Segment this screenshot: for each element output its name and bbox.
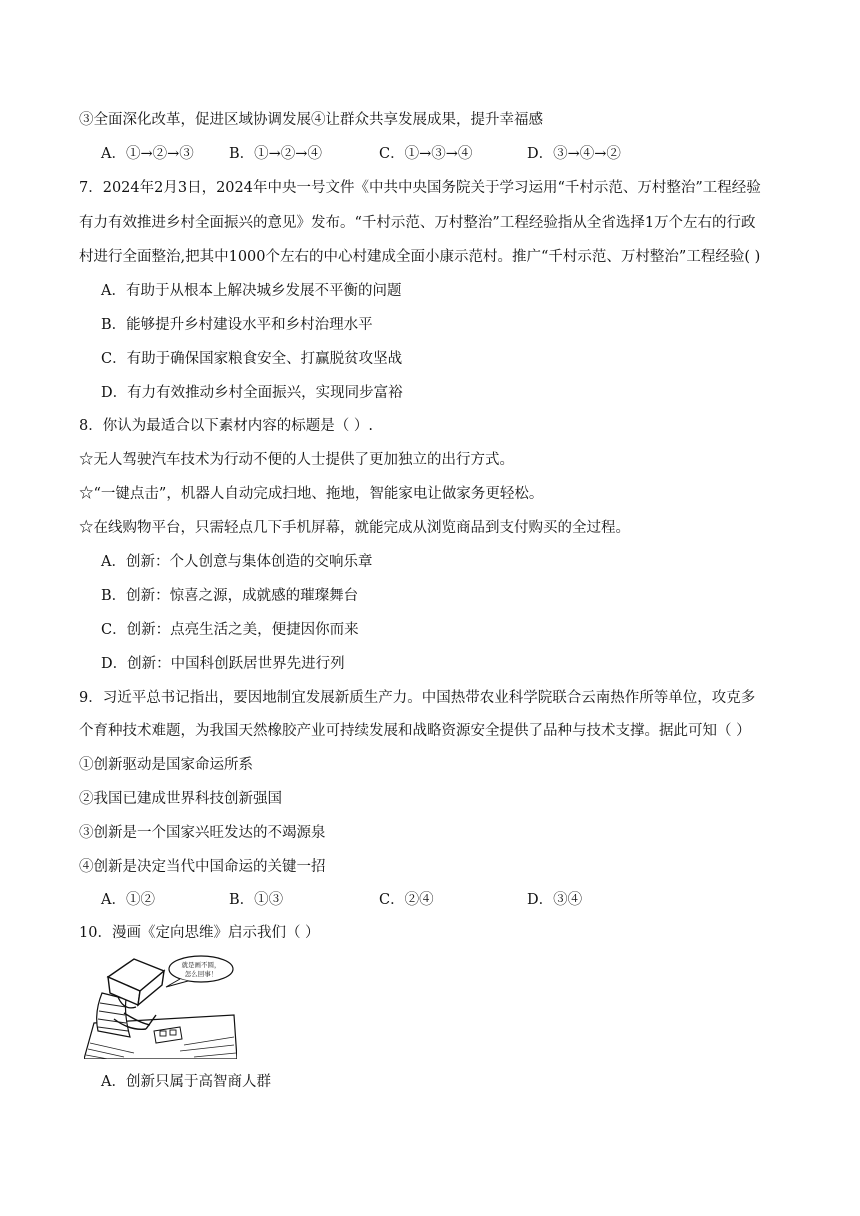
q9-stem-line-2: 个育种技术难题，为我国天然橡胶产业可持续发展和战略资源安全提供了品种与技术支撑。据此可知（ ）	[79, 723, 751, 739]
q9-statement-3: ③创新是一个国家兴旺发达的不竭源泉	[79, 825, 326, 841]
q9-option-d[interactable]: D．③④	[527, 892, 583, 908]
q7-stem-line-1: 7．2024年2月3日，2024年中央一号文件《中共中央国务院关于学习运用“千村示范、万村整治”工程经验	[79, 180, 761, 196]
q9-stem-line-1: 9．习近平总书记指出，要因地制宜发展新质生产力。中国热带农业科学院联合云南热作所等单位，攻克多	[79, 690, 756, 706]
q6-option-d[interactable]: D．③→④→②	[527, 146, 621, 162]
q10-option-a[interactable]: A．创新只属于高智商人群	[101, 1074, 271, 1090]
q6-option-b[interactable]: B．①→②→④	[229, 146, 322, 162]
q8-option-d[interactable]: D．创新：中国科创跃居世界先进行列	[101, 656, 345, 672]
q9-statement-4: ④创新是决定当代中国命运的关键一招	[79, 859, 326, 875]
q8-stem: 8．你认为最适合以下素材内容的标题是（ ）.	[79, 418, 373, 434]
q9-statement-2: ②我国已建成世界科技创新强国	[79, 791, 282, 807]
cartoon-speech-line-2: 怎么回事！	[184, 970, 218, 978]
q8-option-b[interactable]: B．创新：惊喜之源，成就感的璀璨舞台	[101, 588, 359, 604]
q10-cartoon-image	[84, 953, 237, 1059]
q9-option-b[interactable]: B．①③	[229, 892, 284, 908]
q6-option-c[interactable]: C．①→③→④	[379, 146, 473, 162]
q7-option-c[interactable]: C．有助于确保国家粮食安全、打赢脱贫攻坚战	[101, 351, 403, 367]
q10-stem: 10．漫画《定向思维》启示我们（ ）	[79, 925, 320, 941]
q9-option-a[interactable]: A．①②	[101, 892, 155, 908]
q8-material-3: ☆在线购物平台，只需轻点几下手机屏幕，就能完成从浏览商品到支付购买的全过程。	[79, 520, 630, 536]
q9-statement-1: ①创新驱动是国家命运所系	[79, 757, 253, 773]
q6-option-a[interactable]: A．①→②→③	[101, 146, 194, 162]
q9-option-c[interactable]: C．②④	[379, 892, 434, 908]
q8-material-1: ☆无人驾驶汽车技术为行动不便的人士提供了更加独立的出行方式。	[79, 452, 514, 468]
q7-option-d[interactable]: D．有力有效推动乡村全面振兴，实现同步富裕	[101, 385, 403, 401]
q8-material-2: ☆“一键点击”，机器人自动完成扫地、拖地，智能家电让做家务更轻松。	[79, 486, 544, 502]
cartoon-speech-line-1: 就是画不圆，	[181, 961, 221, 969]
q7-option-b[interactable]: B．能够提升乡村建设水平和乡村治理水平	[101, 317, 373, 333]
q7-stem-line-3: 村进行全面整治,把其中1000个左右的中心村建成全面小康示范村。推广“千村示范、万村整治”工程经验( )	[79, 249, 761, 265]
q7-option-a[interactable]: A．有助于从根本上解决城乡发展不平衡的问题	[101, 283, 402, 299]
q8-option-c[interactable]: C．创新：点亮生活之美，便捷因你而来	[101, 622, 359, 638]
q6-statement-line: ③全面深化改革，促进区域协调发展④让群众共享发展成果，提升幸福感	[79, 112, 543, 128]
q8-option-a[interactable]: A．创新：个人创意与集体创造的交响乐章	[101, 554, 373, 570]
q7-stem-line-2: 有力有效推进乡村全面振兴的意见》发布。“千村示范、万村整治”工程经验指从全省选择1万个左右的行政	[79, 215, 756, 231]
